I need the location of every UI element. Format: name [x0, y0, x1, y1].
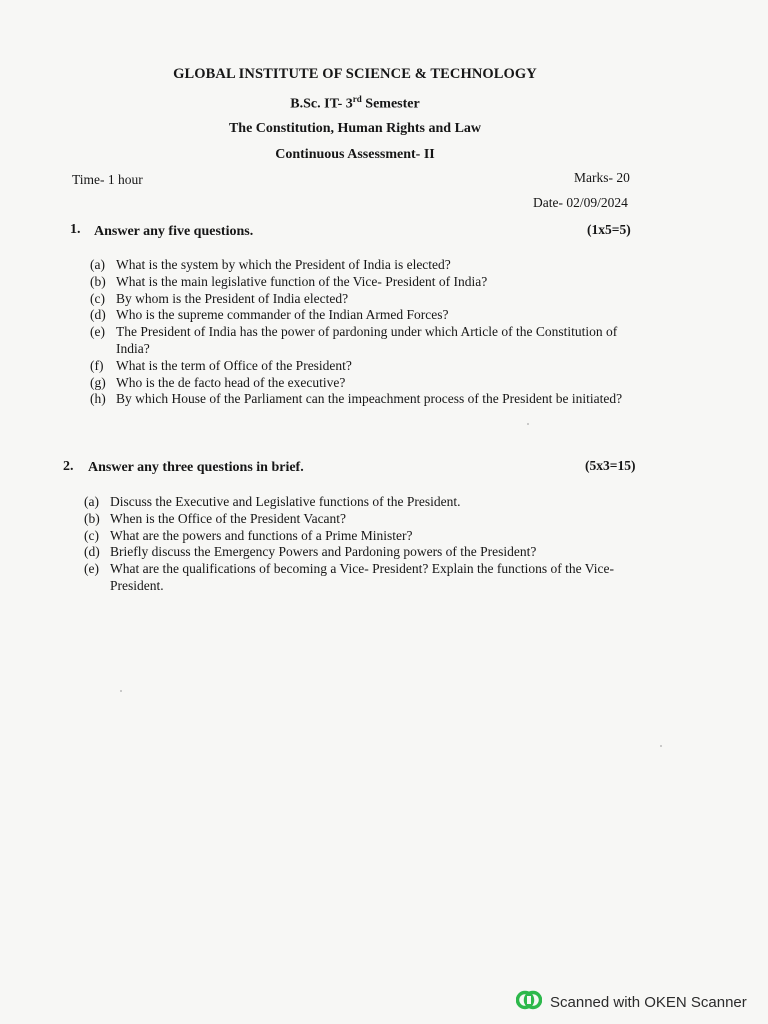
assessment-title: Continuous Assessment- II [275, 147, 435, 162]
scan-speck [120, 690, 122, 692]
question-label: (b) [84, 510, 100, 526]
question-item [90, 307, 646, 324]
question-label: (a) [84, 494, 99, 509]
question-label: (f) [90, 357, 104, 373]
scan-speck [660, 745, 662, 747]
question-text: By whom is the President of India elected? [116, 290, 349, 306]
question-item [90, 274, 646, 291]
oken-scanner-logo-icon [516, 989, 542, 1015]
scanner-watermark [516, 990, 747, 1014]
question-text: What are the powers and functions of a Prime Minister? [110, 527, 413, 543]
course-line [0, 94, 710, 113]
question-text: What is the system by which the President of India is elected? [116, 257, 451, 272]
question-item [84, 511, 640, 528]
question-text: The President of India has the power of pardoning under which Article of the Constitution of India? [116, 324, 618, 356]
time-allowed: Time- 1 hour [72, 172, 143, 187]
question-item [84, 494, 640, 511]
section-1-marks: (1x5=5) [587, 222, 631, 237]
section-1-number: 1. [70, 222, 81, 237]
question-text: Briefly discuss the Emergency Powers and Pardoning powers of the President? [110, 544, 537, 560]
question-text: What is the term of Office of the President? [116, 357, 352, 373]
question-label: (b) [90, 273, 106, 289]
course-ordinal-suffix: rd [352, 94, 362, 104]
question-item [90, 291, 646, 308]
question-label: (h) [90, 391, 106, 407]
question-label: (e) [90, 324, 105, 340]
question-item [84, 561, 640, 595]
question-text: What are the qualifications of becoming a Vice- President? Explain the functions of the Vice- President. [110, 561, 614, 593]
question-label: (d) [90, 307, 106, 323]
subject-title: The Constitution, Human Rights and Law [228, 121, 482, 136]
question-text: Discuss the Executive and Legislative functions of the President. [110, 494, 461, 509]
question-item [90, 391, 646, 408]
section-2-number: 2. [63, 459, 74, 474]
question-text: By which House of the Parliament can the impeachment process of the President be initiated? [116, 391, 623, 407]
question-label: (g) [90, 374, 106, 390]
question-item [90, 324, 646, 358]
question-text: Who is the supreme commander of the Indian Armed Forces? [116, 307, 449, 323]
section-2-heading: Answer any three questions in brief. [88, 460, 304, 475]
course-semester: Semester [361, 96, 420, 112]
question-item [84, 528, 640, 545]
question-text: Who is the de facto head of the executive? [116, 374, 346, 390]
scan-speck [527, 423, 529, 425]
watermark-text: Scanned with OKEN Scanner [550, 993, 747, 1011]
institute-name: GLOBAL INSTITUTE OF SCIENCE & TECHNOLOGY [173, 66, 537, 82]
section-2-questions [84, 494, 640, 595]
question-item [84, 544, 640, 561]
question-item [90, 257, 646, 274]
question-text: What is the main legislative function of the Vice- President of India? [116, 273, 488, 289]
total-marks: Marks- 20 [574, 170, 630, 185]
question-label: (c) [84, 527, 99, 543]
question-label: (a) [90, 257, 105, 272]
course-name: B.Sc. IT- 3 [290, 96, 353, 112]
exam-date: Date- 02/09/2024 [533, 195, 628, 210]
question-item [90, 375, 646, 392]
question-label: (c) [90, 290, 105, 306]
section-1-questions [90, 257, 646, 408]
question-text: When is the Office of the President Vacant? [110, 510, 347, 526]
section-2-marks: (5x3=15) [585, 458, 636, 473]
question-label: (d) [84, 544, 100, 560]
question-label: (e) [84, 561, 99, 577]
section-1-heading: Answer any five questions. [94, 224, 254, 239]
question-item [90, 358, 646, 375]
